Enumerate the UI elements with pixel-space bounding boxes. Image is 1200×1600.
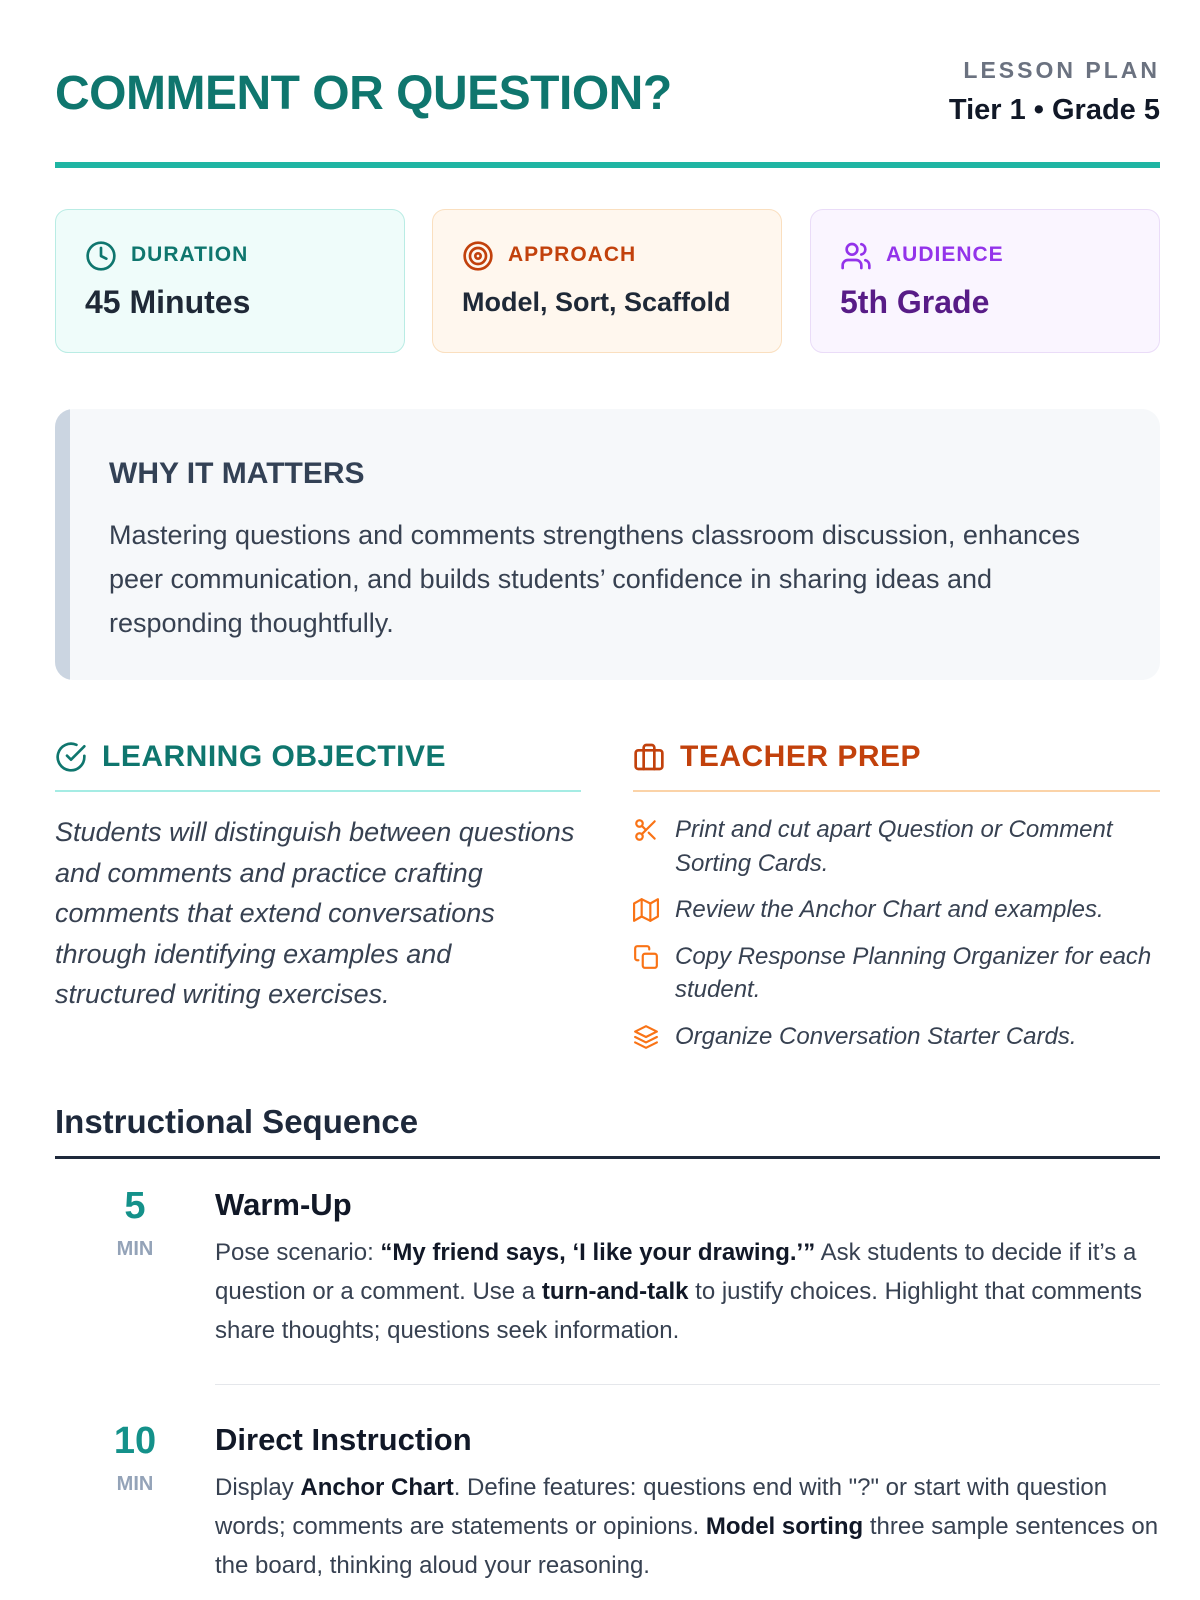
- step-body: [215, 1233, 1160, 1350]
- page-title: COMMENT OR QUESTION?: [55, 67, 672, 120]
- clock-icon: [85, 240, 117, 272]
- prep-item-text: Review the Anchor Chart and examples.: [675, 896, 1104, 923]
- users-icon: [840, 240, 872, 272]
- learning-objective-heading: [55, 740, 581, 792]
- duration-value: 45 Minutes: [85, 284, 251, 320]
- step-body-text: three sample sentences on the board, thinking aloud your reasoning.: [215, 1513, 1159, 1579]
- objective-text: Students will distinguish between questions and comments and practice crafting comments that extend conversations through identifying examples and structured writing exercises.: [55, 817, 575, 1009]
- step-title: Warm-Up: [215, 1187, 352, 1222]
- step-body-emphasis: “My friend says, ‘I like your drawing.’”: [380, 1239, 816, 1266]
- target-icon: [462, 240, 494, 272]
- briefcase-icon: [633, 741, 665, 773]
- step-body-text: Display: [215, 1474, 301, 1501]
- prep-item: [633, 813, 1160, 880]
- prep-list: [633, 813, 1160, 1066]
- accent-bar: [55, 409, 70, 680]
- prep-item: [633, 893, 1160, 927]
- prep-heading-text: TEACHER PREP: [680, 740, 922, 773]
- teacher-prep-heading: [633, 740, 1160, 792]
- prep-item-text: Print and cut apart Question or Comment Sorting Cards.: [675, 816, 1113, 877]
- approach-label: APPROACH: [508, 243, 637, 266]
- step-body-text: to justify choices. Highlight that comments share thoughts; questions seek information.: [215, 1278, 1143, 1344]
- step-unit: MIN: [116, 1238, 154, 1260]
- approach-card: [432, 209, 782, 353]
- step-body-emphasis: turn-and-talk: [541, 1278, 689, 1305]
- step-body-text: Pose scenario:: [215, 1239, 381, 1266]
- step-body-emphasis: Model sorting: [705, 1513, 864, 1540]
- objective-heading-text: LEARNING OBJECTIVE: [102, 740, 447, 773]
- step-body-text: Ask students to decide if it’s a question or a comment. Use a: [215, 1239, 1137, 1305]
- why-heading: WHY IT MATTERS: [109, 457, 365, 490]
- approach-value: Model, Sort, Scaffold: [462, 287, 731, 317]
- step-unit: MIN: [116, 1473, 154, 1495]
- why-it-matters-panel: [55, 409, 1160, 680]
- step-body-text: . Define features: questions end with "?" or start with question words; comments are statements or opinions.: [215, 1474, 1108, 1540]
- why-text: Mastering questions and comments strengthens classroom discussion, enhances peer communication, and builds students’ confidence in sharing ideas and responding thoughtfully.: [109, 520, 1080, 638]
- copy-icon: [633, 944, 659, 970]
- tier-grade-label: Tier 1 • Grade 5: [948, 94, 1160, 126]
- audience-card: [810, 209, 1160, 353]
- map-icon: [633, 897, 659, 923]
- lesson-plan-label: LESSON PLAN: [963, 57, 1160, 83]
- step-divider: [215, 1384, 1160, 1385]
- prep-item-text: Organize Conversation Starter Cards.: [675, 1022, 1077, 1050]
- lesson-header: [55, 40, 1160, 168]
- check-circle-icon: [55, 741, 87, 773]
- prep-item: [633, 940, 1160, 1007]
- audience-label: AUDIENCE: [886, 243, 1004, 266]
- layers-icon: [633, 1024, 659, 1050]
- step-body: [215, 1468, 1160, 1585]
- step-minutes: 5: [124, 1185, 146, 1227]
- duration-label: DURATION: [131, 243, 249, 266]
- step-body-emphasis: Anchor Chart: [300, 1474, 454, 1501]
- prep-item: [633, 1020, 1160, 1054]
- audience-value: 5th Grade: [840, 284, 990, 320]
- prep-item-text: Copy Response Planning Organizer for each student.: [675, 942, 1152, 1003]
- scissors-icon: [633, 817, 659, 843]
- duration-card: [55, 209, 405, 353]
- step-title: Direct Instruction: [215, 1422, 472, 1457]
- sequence-heading: Instructional Sequence: [55, 1103, 1160, 1159]
- step-minutes: 10: [113, 1420, 157, 1462]
